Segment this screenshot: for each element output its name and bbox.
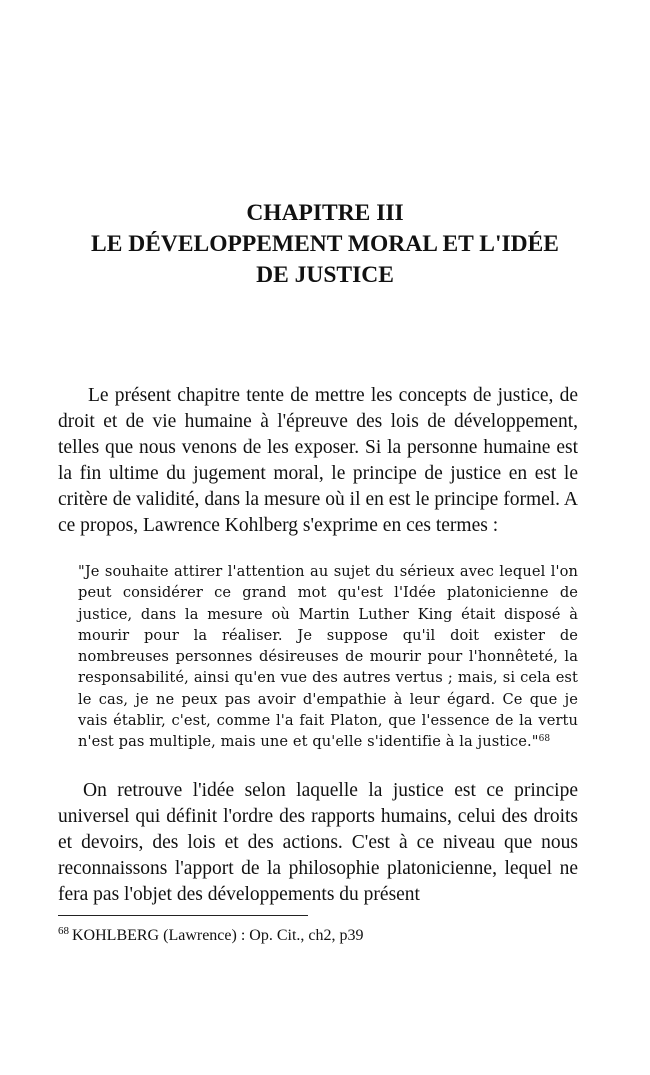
- chapter-heading: [40, 198, 610, 291]
- footnote-number: 68: [58, 925, 69, 937]
- kohlberg-quote: [78, 561, 578, 753]
- footnote-divider: [58, 915, 308, 916]
- quote-text: "Je souhaite attirer l'attention au sujet du sérieux avec lequel l'on peut considérer ce grand mot qu'est l'Idée platonicienne de justice, dans la mesure où Martin Luther King était disposé à mourir pour la réaliser. Je suppose qu'il doit exister de nombreuses personnes désireuses de mourir pour l'honnêteté, la responsabilité, ainsi qu'en vue des autres vertus ; mais, si cela est le cas, je ne peux pas avoir d'empathie à leur égard. Ce que je vais établir, c'est, comme l'a fait Platon, que l'essence de la vertu n'est pas multiple, mais une et qu'elle s'identifie à la justice.": [78, 563, 578, 751]
- quote-footnote-ref[interactable]: 68: [538, 734, 551, 745]
- chapter-number: CHAPITRE III: [246, 200, 404, 226]
- footnote: [58, 925, 364, 947]
- chapter-title-line-1: LE DÉVELOPPEMENT MORAL ET L'IDÉE: [91, 231, 559, 257]
- chapter-title-line-2: DE JUSTICE: [256, 262, 394, 288]
- continuation-paragraph: On retrouve l'idée selon laquelle la justice est ce principe universel qui définit l'ordre des rapports humains, celui des droits et devoirs, des lois et des actions. C'est à ce niveau que nous reconnaissons l'apport de la philosophie platonicienne, lequel ne fera pas l'objet des développements du présent: [58, 780, 578, 905]
- footnote-text: KOHLBERG (Lawrence) : Op. Cit., ch2, p39: [72, 927, 364, 944]
- intro-paragraph: Le présent chapitre tente de mettre les concepts de justice, de droit et de vie humaine à l'épreuve des lois de développement, telles que nous venons de les exposer. Si la personne humaine est la fin ultime du jugement moral, le principe de justice en est le critère de validité, dans la mesure où il en est le principe formel. A ce propos, Lawrence Kohlberg s'exprime en ces termes :: [58, 385, 578, 536]
